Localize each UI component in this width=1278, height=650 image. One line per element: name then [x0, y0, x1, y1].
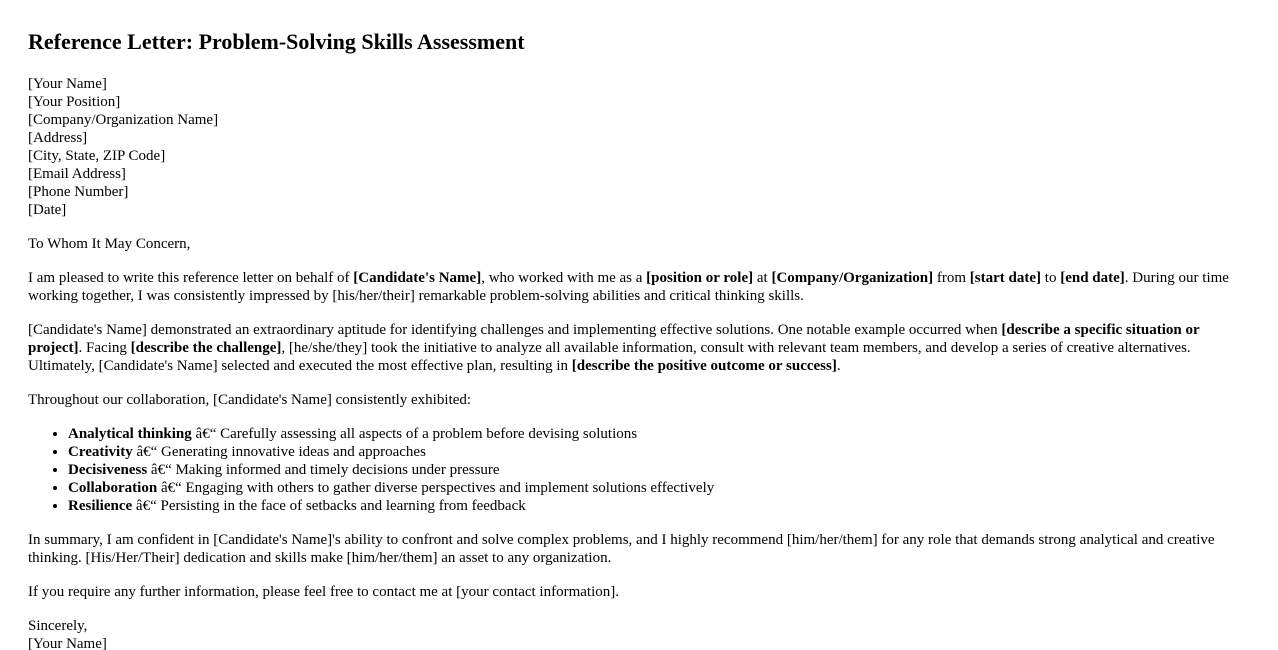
trait-name: Resilience: [68, 498, 133, 514]
letter-page: [28, 28, 1243, 650]
list-item: [68, 425, 1243, 443]
candidate-name-placeholder: [Candidate's Name]: [353, 270, 482, 286]
start-date-placeholder: [start date]: [969, 270, 1042, 286]
list-item: [68, 443, 1243, 461]
intro-text-6: . During our time working together, I was consistently impressed by [his/her/their] remarkable problem-solving abilities and critical thinking skills.: [28, 270, 1229, 304]
company-placeholder: [Company/Organization]: [771, 270, 934, 286]
intro-text-3: at: [753, 270, 772, 286]
intro-text-4: from: [933, 270, 970, 286]
sender-position: [Your Position]: [28, 94, 121, 110]
example-text-1: [Candidate's Name] demonstrated an extraordinary aptitude for identifying challenges and implementing effective solutions. One notable example occurred when: [28, 322, 1002, 338]
trait-description: â€“ Persisting in the face of setbacks and learning from feedback: [132, 498, 526, 514]
summary-paragraph: In summary, I am confident in [Candidate's Name]'s ability to confront and solve complex problems, and I highly recommend [him/her/them] for any role that demands strong analytical and creative thinking. [His/Her/Their] dedication and skills make [him/her/them] an asset to any organization.: [28, 532, 1215, 566]
trait-name: Analytical thinking: [68, 426, 192, 442]
list-item: [68, 479, 1243, 497]
trait-description: â€“ Generating innovative ideas and approaches: [132, 444, 426, 460]
trait-name: Collaboration: [68, 480, 158, 496]
situation-placeholder: [describe a specific situation or project]: [28, 322, 1200, 356]
sender-email: [Email Address]: [28, 166, 126, 182]
list-item: [68, 461, 1243, 479]
intro-text-1: I am pleased to write this reference letter on behalf of: [28, 270, 354, 286]
signature-name: [Your Name]: [28, 636, 107, 650]
traits-intro: Throughout our collaboration, [Candidate's Name] consistently exhibited:: [28, 392, 472, 408]
intro-paragraph: [28, 269, 1243, 305]
page-title: Reference Letter: Problem-Solving Skills Assessment: [28, 29, 525, 54]
intro-text-5: to: [1041, 270, 1061, 286]
sender-date: [Date]: [28, 202, 67, 218]
example-text-2: . Facing: [78, 340, 131, 356]
trait-description: â€“ Engaging with others to gather diverse perspectives and implement solutions effectively: [157, 480, 715, 496]
example-paragraph: [28, 321, 1243, 375]
sender-name: [Your Name]: [28, 76, 107, 92]
example-text-4: .: [836, 358, 841, 374]
trait-name: Decisiveness: [68, 462, 148, 478]
outcome-placeholder: [describe the positive outcome or success]: [571, 358, 837, 374]
sender-address: [Address]: [28, 130, 88, 146]
contact-paragraph: If you require any further information, please feel free to contact me at [your contact information].: [28, 584, 619, 600]
closing: Sincerely,: [28, 618, 88, 634]
trait-description: â€“ Making informed and timely decisions under pressure: [147, 462, 500, 478]
example-text-3: , [he/she/they] took the initiative to analyze all available information, consult with relevant team members, and develop a series of creative alternatives. Ultimately, [Candidate's Name] selected and executed the most effective plan, resulting in: [28, 340, 1191, 374]
challenge-placeholder: [describe the challenge]: [130, 340, 282, 356]
trait-description: â€“ Carefully assessing all aspects of a problem before devising solutions: [191, 426, 638, 442]
sender-city-state-zip: [City, State, ZIP Code]: [28, 148, 166, 164]
intro-text-2: , who worked with me as a: [481, 270, 647, 286]
sender-phone: [Phone Number]: [28, 184, 129, 200]
trait-name: Creativity: [68, 444, 133, 460]
end-date-placeholder: [end date]: [1060, 270, 1125, 286]
salutation: To Whom It May Concern,: [28, 236, 191, 252]
sender-block: [28, 75, 1243, 219]
list-item: [68, 497, 1243, 515]
sender-company: [Company/Organization Name]: [28, 112, 219, 128]
position-placeholder: [position or role]: [646, 270, 754, 286]
traits-list: [28, 425, 1243, 515]
